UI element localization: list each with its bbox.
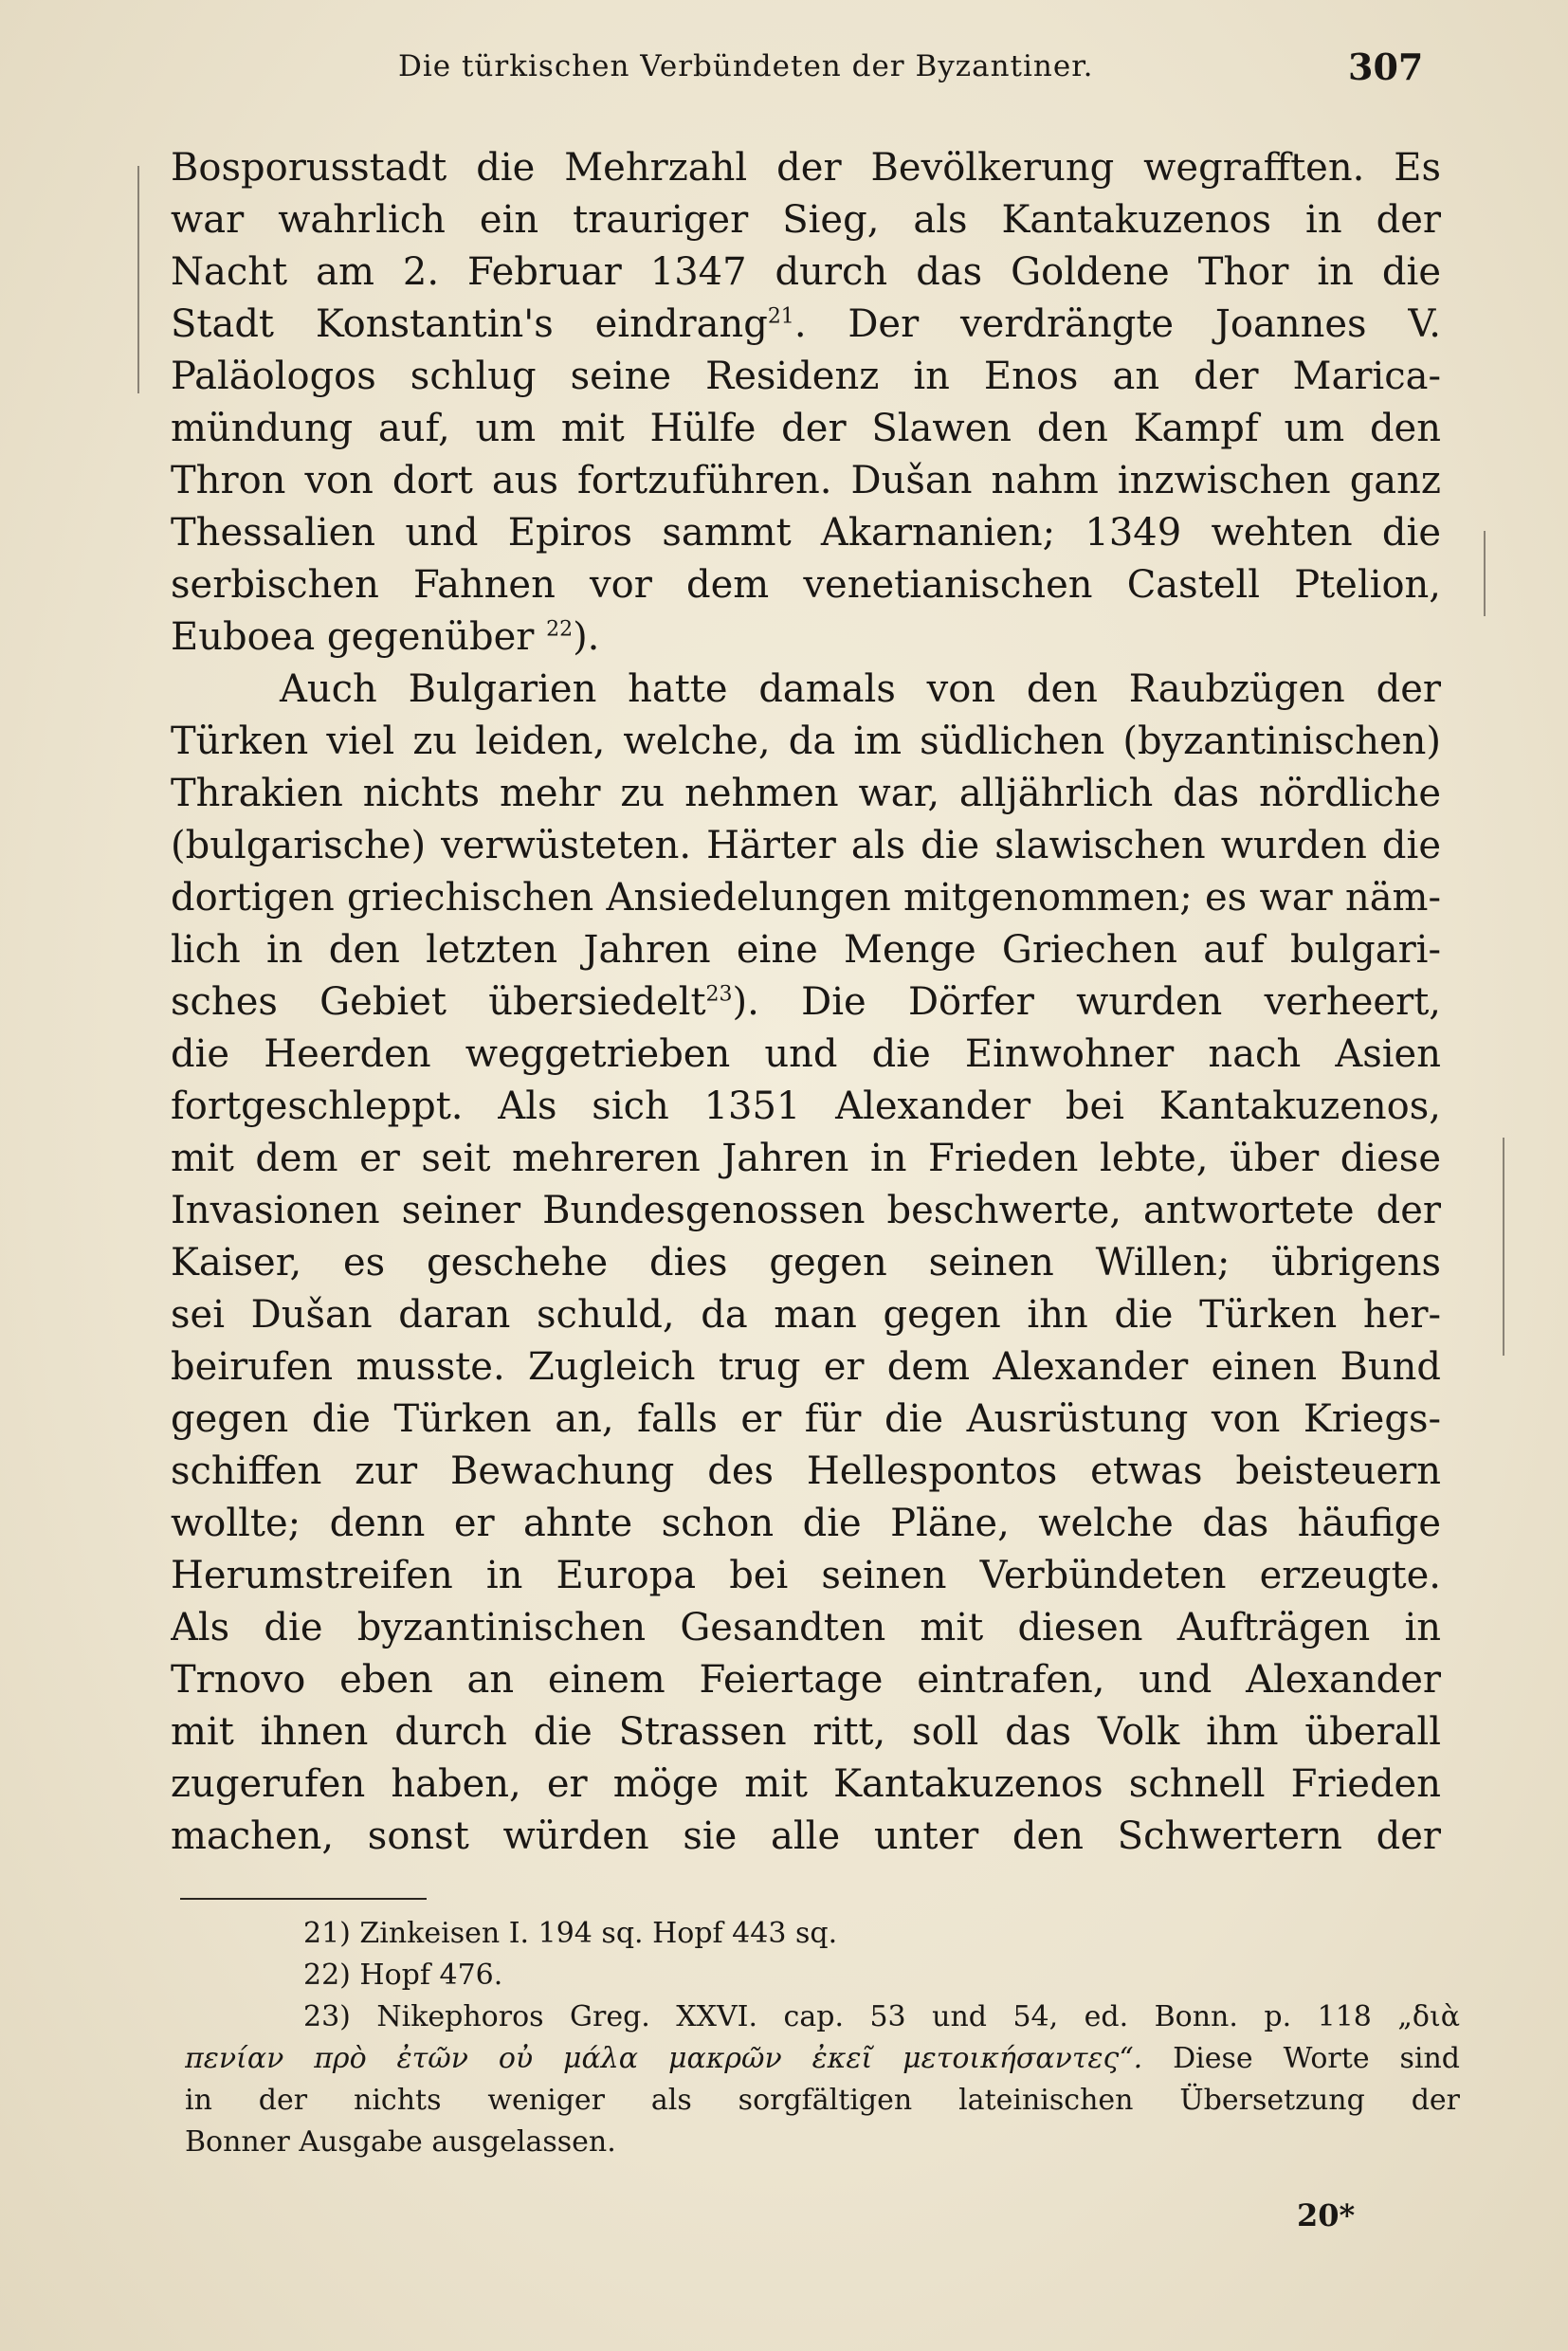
- text-line: machen, sonst würden sie alle unter den Schwertern der: [171, 1814, 1441, 1858]
- text-segment: ). Die Dörfer wurden verheert,: [732, 980, 1441, 1024]
- footnote-ref-23: 23: [705, 982, 733, 1007]
- text-line: war wahrlich ein trauriger Sieg, als Kantakuzenos in der: [171, 198, 1441, 242]
- text-line: mit dem er seit mehreren Jahren in Frieden lebte, über diese: [171, 1137, 1441, 1180]
- text-line: [171, 976, 1441, 1029]
- footnotes: [185, 1913, 1460, 2163]
- margin-pencil-mark: [1503, 1138, 1504, 1356]
- text-line: gegen die Türken an, falls er für die Ausrüstung von Kriegs-: [171, 1397, 1441, 1441]
- margin-pencil-mark: [137, 166, 139, 393]
- footnote-22: 22) Hopf 476.: [303, 1959, 503, 1992]
- text-segment: Diese Worte sind: [1173, 2042, 1460, 2075]
- text-line: Thessalien und Epiros sammt Akarnanien; 1349 wehten die: [171, 511, 1441, 555]
- text-line: Nacht am 2. Februar 1347 durch das Goldene Thor in die: [171, 250, 1441, 294]
- text-segment: Euboea gegenüber: [171, 615, 535, 659]
- text-segment: sches Gebiet übersiedelt: [171, 980, 706, 1024]
- greek-quote: πενίαν πρὸ ἐτῶν οὐ μάλα μακρῶν ἐκεῖ μετοικήσαντες“.: [185, 2042, 1143, 2075]
- running-head-title: Die türkischen Verbündeten der Byzantiner.: [398, 49, 1094, 83]
- text-line: Thron von dort aus fortzuführen. Dušan nahm inzwischen ganz: [171, 459, 1441, 502]
- text-line: Thrakien nichts mehr zu nehmen war, alljährlich das nördliche: [171, 772, 1441, 815]
- text-line: Paläologos schlug seine Residenz in Enos an der Marica-: [171, 355, 1441, 398]
- text-line: wollte; denn er ahnte schon die Pläne, welche das häufige: [171, 1502, 1441, 1545]
- text-segment: Stadt Konstantin's eindrang: [171, 302, 768, 346]
- text-line: (bulgarische) verwüsteten. Härter als die slawischen wurden die: [171, 824, 1441, 867]
- text-line: lich in den letzten Jahren eine Menge Griechen auf bulgari-: [171, 928, 1441, 972]
- footnote-ref-21: 21: [767, 304, 794, 329]
- margin-pencil-mark: [1484, 531, 1486, 616]
- text-segment: . Der verdrängte Joannes V.: [793, 302, 1441, 346]
- text-segment: ).: [573, 615, 600, 659]
- body-text: [171, 142, 1441, 1863]
- text-line: dortigen griechischen Ansiedelungen mitgenommen; es war näm-: [171, 876, 1441, 920]
- text-line: die Heerden weggetrieben und die Einwohner nach Asien: [171, 1032, 1441, 1076]
- text-line: Invasionen seiner Bundesgenossen beschwerte, antwortete der: [171, 1189, 1441, 1232]
- text-line: Herumstreifen in Europa bei seinen Verbündeten erzeugte.: [171, 1554, 1441, 1597]
- footnote-23-cont: [185, 2038, 1460, 2080]
- text-line: [171, 611, 1441, 664]
- text-line: Als die byzantinischen Gesandten mit diesen Aufträgen in: [171, 1606, 1441, 1649]
- signature-mark: 20*: [1297, 2197, 1356, 2233]
- text-line: Türken viel zu leiden, welche, da im südlichen (byzantinischen): [171, 720, 1441, 763]
- page-number: 307: [1348, 46, 1424, 88]
- text-line: Kaiser, es geschehe dies gegen seinen Willen; übrigens: [171, 1241, 1441, 1285]
- paragraph-start-line: Auch Bulgarien hatte damals von den Raubzügen der: [280, 667, 1441, 711]
- footnote-divider: [180, 1898, 427, 1900]
- text-line: sei Dušan daran schuld, da man gegen ihn die Türken her-: [171, 1293, 1441, 1337]
- footnote-23-cont: Bonner Ausgabe ausgelassen.: [185, 2125, 616, 2159]
- text-line: mündung auf, um mit Hülfe der Slawen den Kampf um den: [171, 407, 1441, 450]
- text-line: serbischen Fahnen vor dem venetianischen Castell Ptelion,: [171, 563, 1441, 607]
- text-line: [171, 299, 1441, 351]
- text-line: mit ihnen durch die Strassen ritt, soll das Volk ihm überall: [171, 1710, 1441, 1754]
- footnote-23-cont: in der nichts weniger als sorgfältigen lateinischen Übersetzung der: [185, 2084, 1460, 2117]
- footnote-21: 21) Zinkeisen I. 194 sq. Hopf 443 sq.: [303, 1917, 838, 1950]
- text-line: schiffen zur Bewachung des Hellespontos etwas beisteuern: [171, 1449, 1441, 1493]
- footnote-ref-22: 22: [546, 617, 574, 642]
- footnote-23: 23) Nikephoros Greg. XXVI. cap. 53 und 54, ed. Bonn. p. 118 „διὰ: [303, 2000, 1460, 2033]
- text-line: Bosporusstadt die Mehrzahl der Bevölkerung wegrafften. Es: [171, 146, 1441, 190]
- text-line: beirufen musste. Zugleich trug er dem Alexander einen Bund: [171, 1345, 1441, 1389]
- text-line: Trnovo eben an einem Feiertage eintrafen, und Alexander: [171, 1658, 1441, 1702]
- text-line: fortgeschleppt. Als sich 1351 Alexander bei Kantakuzenos,: [171, 1084, 1441, 1128]
- text-line: zugerufen haben, er möge mit Kantakuzenos schnell Frieden: [171, 1762, 1441, 1806]
